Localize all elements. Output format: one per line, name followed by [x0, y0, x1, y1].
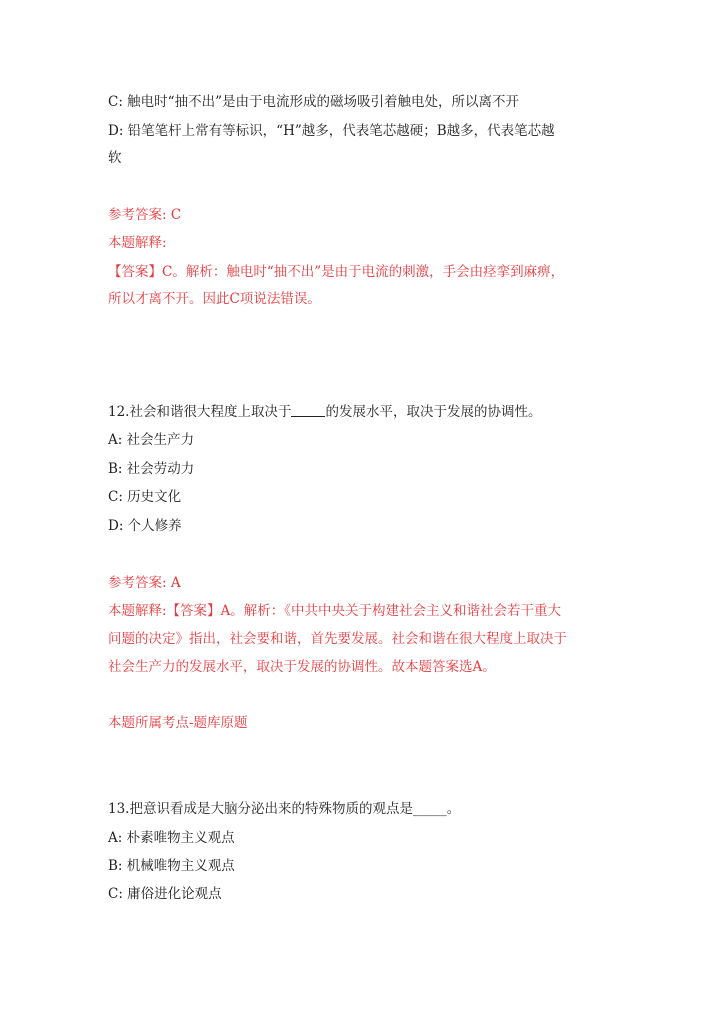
q13-option-c: C: 庸俗进化论观点	[108, 886, 222, 902]
q13-stem: 13.把意识看成是大脑分泌出来的特殊物质的观点是_____。	[108, 801, 461, 817]
q11-explanation-label: 本题解释:	[108, 235, 167, 251]
q12-answer: 参考答案: A	[108, 575, 181, 591]
q13-option-b: B: 机械唯物主义观点	[108, 858, 235, 874]
q12-option-d: D: 个人修养	[108, 518, 182, 534]
q12-option-b: B: 社会劳动力	[108, 461, 195, 477]
q11-explanation-line2: 所以才离不开。因此C项说法错误。	[108, 291, 321, 307]
q12-option-c: C: 历史文化	[108, 489, 182, 505]
q11-option-d-line1: D: 铅笔笔杆上常有等标识，“H”越多，代表笔芯越硬；B越多，代表笔芯越	[108, 123, 555, 139]
q12-stem-before: 12.社会和谐很大程度上取决于	[108, 404, 292, 420]
q12-stem	[108, 402, 541, 422]
q12-stem-after: 的发展水平，取决于发展的协调性。	[325, 404, 542, 420]
q12-blank	[291, 402, 325, 417]
q12-option-a: A: 社会生产力	[108, 432, 195, 448]
q11-option-d-line2: 软	[108, 150, 122, 166]
q12-topic: 本题所属考点-题库原题	[108, 715, 248, 731]
q13-option-a: A: 朴素唯物主义观点	[108, 830, 235, 846]
q12-explanation-line2: 问题的决定》指出，社会要和谐，首先要发展。社会和谐在很大程度上取决于	[108, 631, 567, 647]
q11-answer: 参考答案: C	[108, 207, 182, 223]
q12-explanation-line1: 本题解释:【答案】A。解析：《中共中央关于构建社会主义和谐社会若干重大	[108, 603, 562, 619]
q11-option-c: C: 触电时“抽不出”是由于电流形成的磁场吸引着触电处，所以离不开	[108, 94, 519, 110]
q11-explanation-line1: 【答案】C。解析：触电时“抽不出”是由于电流的刺激，手会由痉挛到麻痹，	[108, 264, 565, 280]
q12-explanation-line3: 社会生产力的发展水平，取决于发展的协调性。故本题答案选A。	[108, 659, 496, 675]
